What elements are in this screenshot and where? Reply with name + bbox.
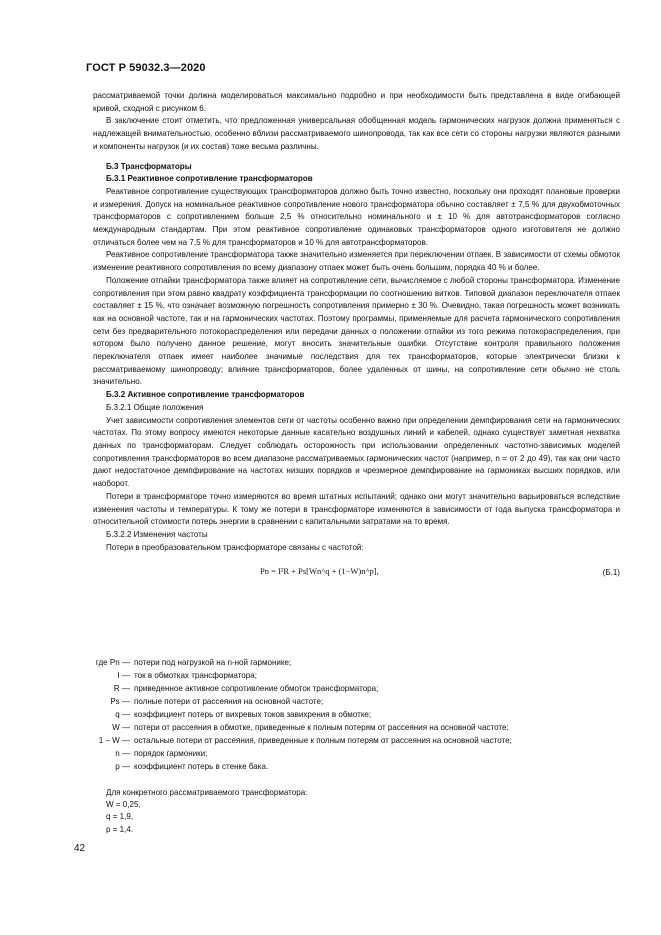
formula-block: [93, 558, 620, 588]
definition-item: [73, 682, 633, 695]
definition-item: [73, 734, 633, 747]
paragraph: Потери в преобразовательном трансформаторе связаны с частотой:: [106, 542, 364, 552]
section-heading: Б.3 Трансформаторы: [106, 161, 192, 171]
parameter-q: q = 1,9,: [106, 812, 134, 822]
definition-text: остальные потери от рассеяния, приведенные к полным потерям от рассеяния на основной частоте;: [134, 736, 512, 745]
parameter-values: [106, 787, 307, 836]
definition-text: коэффициент потерь в стенке бака.: [134, 762, 269, 771]
formula-number: (Б.1): [602, 568, 620, 578]
definition-item: [73, 760, 633, 773]
subsection-heading: Б.3.2.2 Изменения частоты: [106, 529, 208, 539]
section-heading: Б.3.2 Активное сопротивление трансформаторов: [106, 390, 305, 400]
document-body: [93, 90, 620, 592]
definition-item: [73, 695, 633, 708]
definition-item: [73, 669, 633, 682]
definition-item: [73, 721, 633, 734]
definition-item: [73, 656, 633, 669]
definition-text: ток в обмотках трансформатора;: [134, 671, 257, 680]
parameter-p: p = 1,4.: [106, 824, 134, 834]
definition-symbol: W —: [112, 723, 130, 732]
parameter-w: W = 0,25,: [106, 800, 141, 810]
parameter-intro: Для конкретного рассматриваемого трансформатора:: [106, 788, 308, 797]
definition-text: порядок гармоники;: [134, 749, 208, 758]
document-header: ГОСТ Р 59032.3—2020: [86, 62, 206, 74]
definitions-list: [73, 656, 633, 773]
definition-symbol: R —: [113, 684, 130, 693]
paragraph: Реактивное сопротивление трансформатора также значительно изменяется при переключении отпаек. В зависимости от схемы обмоток изменение реактивного сопротивления по всему диапазону отпаек может быть очень большим, порядка 40 % и более.: [93, 250, 620, 273]
definition-text: приведенное активное сопротивление обмоток трансформатора;: [134, 684, 379, 693]
definition-text: полные потери от рассеяния на основной частоте;: [134, 697, 324, 706]
definition-text: коэффициент потерь от вихревых токов завихрения в обмотке;: [134, 710, 372, 719]
definition-item: [73, 708, 633, 721]
section-heading: Б.3.1 Реактивное сопротивление трансформаторов: [106, 174, 313, 184]
paragraph: Положение отпайки трансформатора также влияет на сопротивление сети, вычисляемое с любой стороны трансформатора. Изменение сопротивления при этом равно квадрату коэффициента трансформации по соотношению витков. Типовой диапазон переключателя отпаек составляет ± 15 %, что означает возможную погрешность сопротивления примерно ± 30 %. Очевидно, такая погрешность может возникать как на основной частоте, так и на гармонических частотах. Поэтому программы, применяемые для расчета гармонического сопротивления сети без предварительного потокораспределения или передачи данных о положении отпайки из того режима потокораспределения, при котором было получено данное решение, могут вносить значительные ошибки. Отсутствие контроля правильного положения переключателя отпаек имеет наиболее значимые последствия для тех трансформаторов, которые электрически близки к рассматриваемому шинопроводу; влияние трансформаторов, более удаленных от шины, на сопротивление сети обычно не столь значительно.: [93, 275, 620, 387]
definition-text: потери под нагрузкой на n-ной гармонике;: [134, 658, 292, 667]
paragraph: Реактивное сопротивление существующих трансформаторов должно быть точно известно, поскольку они проходят плановые проверки и измерения. Допуск на номинальное реактивное сопротивление нового трансформатора обычно составляет ± 7,5 % для двухобмоточных трансформаторов с сопротивлением больше 2,5 % относительно номинального и ± 10 % для автотрансформаторов согласно международным стандартам. При этом реактивное сопротивление одинаковых трансформаторов одного изготовителя не должно отличаться более чем на 7,5 % для трансформаторов и 10 % для автотрансформаторов.: [93, 186, 620, 247]
paragraph: Учет зависимости сопротивления элементов сети от частоты особенно важно при определении демпфирования сети на гармонических частотах. По этому вопросу имеются некоторые данные касательно воздушных линий и кабелей, однако существует заметная нехватка данных по трансформаторам. Следует соблюдать осторожность при использовании определенных частотно-зависимых моделей сопротивления трансформаторов во всем диапазоне рассматриваемых гармонических частот (например, n = от 2 до 49), так как они часто дают недостаточное демпфирование на частотах низших порядков и чрезмерное демпфирование на гармониках высших порядков, или наоборот.: [93, 415, 620, 489]
subsection-heading: Б.3.2.1 Общие положения: [106, 402, 204, 412]
definition-symbol: где Pn —: [95, 658, 130, 667]
definition-symbol: I —: [117, 671, 130, 680]
paragraph: В заключение стоит отметить, что предложенная универсальная обобщенная модель гармонических нагрузок должна применяться с надлежащей внимательностью, особенно вблизи рассматриваемого шинопровода, так как все сети со стороны нагрузки являются разными и компоненты нагрузок (и их состав) тоже весьма различны.: [93, 116, 620, 151]
definition-symbol: Ps —: [110, 697, 130, 706]
definition-symbol: p —: [115, 762, 130, 771]
definition-text: потери от рассеяния в обмотке, приведенные к полным потерям от рассеяния на основной частоте;: [134, 723, 509, 732]
paragraph: Потери в трансформаторе точно измеряются во время штатных испытаний; однако они могут значительно варьироваться вследствие изменения частоты и температуры. К тому же потери в трансформаторе изменяются в зависимости от года выпуска трансформатора и относительной стоимости потерь энергии в сравнении с капитальными затратами на то время.: [93, 491, 620, 527]
definition-symbol: q —: [115, 710, 130, 719]
paragraph: рассматриваемой точки должна моделироваться максимально подробно и при необходимости быть представлена в виде огибающей кривой, сходной с рисунком 6.: [93, 91, 620, 113]
formula: Pn = I²R + Ps[Wn^q + (1−W)n^p],: [260, 566, 379, 577]
definition-symbol: n —: [115, 749, 130, 758]
definition-symbol: 1 – W —: [98, 736, 130, 745]
definition-item: [73, 747, 633, 760]
page-number: 42: [74, 843, 86, 854]
